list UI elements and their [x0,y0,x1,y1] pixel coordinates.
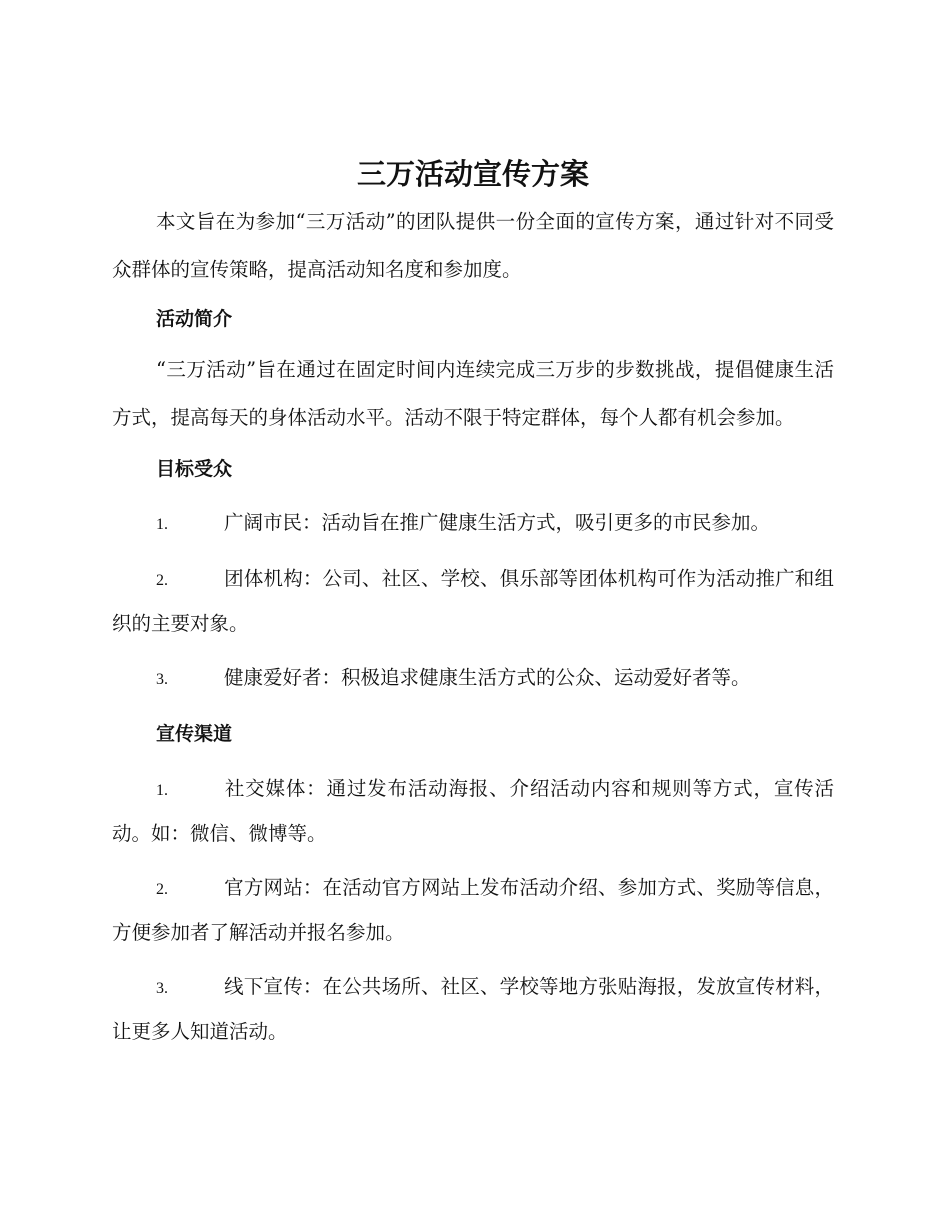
section-intro-body: “三万活动”旨在通过在固定时间内连续完成三万步的步数挑战，提倡健康生活方式，提高每天的身体活动水平。活动不限于特定群体，每个人都有机会参加。 [112,358,834,429]
list-number: 3. [156,980,168,997]
document-page [112,150,834,1053]
list-item [112,656,834,701]
list-text: 广阔市民：活动旨在推广健康生活方式，吸引更多的市民参加。 [224,511,771,534]
section-heading-audience: 目标受众 [156,458,233,480]
list-number: 2. [156,572,168,589]
section-heading-channels: 宣传渠道 [156,723,233,745]
list-number: 1. [156,516,168,533]
list-text: 线下宣传：在公共场所、社区、学校等地方张贴海报，发放宣传材料，让更多人知道活动。 [112,975,834,1043]
list-text: 官方网站：在活动官方网站上发布活动介绍、参加方式、奖励等信息，方便参加者了解活动并报名参加。 [112,876,834,944]
list-text: 社交媒体：通过发布活动海报、介绍活动内容和规则等方式，宣传活动。如：微信、微博等。 [112,777,834,845]
section-heading-intro: 活动简介 [156,308,233,330]
list-item [112,965,834,1053]
list-number: 1. [156,782,168,799]
list-item [112,866,834,954]
list-number: 3. [156,671,168,688]
list-item [112,501,834,546]
list-item [112,767,834,855]
list-text: 团体机构：公司、社区、学校、俱乐部等团体机构可作为活动推广和组织的主要对象。 [112,567,834,635]
document-title: 三万活动宣传方案 [356,157,589,191]
intro-paragraph: 本文旨在为参加“三万活动”的团队提供一份全面的宣传方案，通过针对不同受众群体的宣传策略，提高活动知名度和参加度。 [112,210,834,281]
list-number: 2. [156,881,168,898]
list-item [112,557,834,645]
list-text: 健康爱好者：积极追求健康生活方式的公众、运动爱好者等。 [224,666,751,689]
